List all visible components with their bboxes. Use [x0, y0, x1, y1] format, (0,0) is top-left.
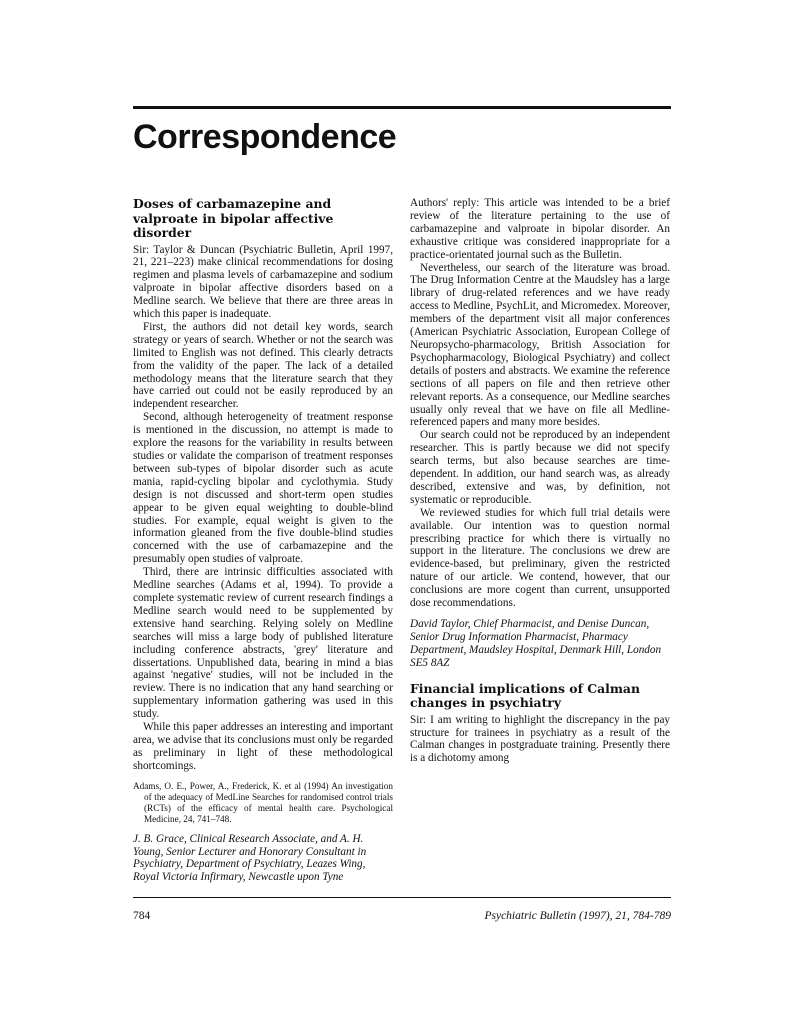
letter2-paragraph: Sir: I am writing to highlight the discrepancy in the pay structure for trainees in psychiatry as a result of the Calman changes in postgraduate training. Presently there is a dichotomy among — [410, 713, 670, 765]
letter1-paragraph: Second, although heterogeneity of treatment response is mentioned in the discussion, no attempt is made to explore the reasons for the variability in results between studies or validate the comparison of treatment responses between sub-types of bipolar disorder such as acute mania, rapid-cycling bipolar and cyclothymia. Study design is not discussed and short-term open studies appear to be given equal weighting to double-blind studies. For example, equal weight is given to the information gleaned from the five double-blind studies concerned with the use of carbamazepine and the presumably open studies of valproate. — [133, 411, 393, 566]
section-title: Correspondence — [133, 118, 397, 156]
left-column — [133, 197, 393, 884]
top-rule — [133, 106, 671, 109]
reply-paragraph: Authors' reply: This article was intended to be a brief review of the literature pertaining to the use of carbamazepine and valproate in bipolar disorder. An exhaustive critique was considered inappropriate for a practice-orientated journal such as the Bulletin. — [410, 197, 670, 261]
bottom-rule — [133, 897, 671, 898]
reply-signature: David Taylor, Chief Pharmacist, and Denise Duncan, Senior Drug Information Pharmacist, Pharmacy Department, Maudsley Hospital, Denmark Hill, London SE5 8AZ — [410, 618, 662, 669]
letter1-signature: J. B. Grace, Clinical Research Associate, and A. H. Young, Senior Lecturer and Honorary Consultant in Psychiatry, Department of Psychiatry, Leazes Wing, Royal Victoria Infirmary, Newcastle upon Tyne — [133, 832, 367, 884]
letter1-paragraph: First, the authors did not detail key words, search strategy or years of search. Whether or not the search was limited to English was not defined. This clearly detracts from the validity of the paper. The lack of a detailed methodology means that the literature search that they have carried out could not be easily reproduced by an independent researcher. — [133, 320, 393, 411]
reply-paragraph: Our search could not be reproduced by an independent researcher. This is partly because we did not specify search terms, but also because searches are time-dependent. In addition, our hand search was, as already described, extensive and was, by definition, not systematic or reproducible. — [410, 429, 670, 506]
page-number: 784 — [133, 910, 151, 922]
letter1-paragraph: Third, there are intrinsic difficulties associated with Medline searches (Adams et al, 1994). To provide a complete systematic review of current research findings a Medline search would need to be supplemented by extensive hand searching. Relying solely on Medline searches will miss a large body of published literature including conference abstracts, 'grey' literature and dissertations. Unpublished data, bearing in mind a bias against 'negative' studies, will not be included in the review. There is no indication that any hand searching or supplementary information gathering was used in this study. — [133, 566, 393, 721]
reference-adams: Adams, O. E., Power, A., Frederick, K. et al (1994) An investigation of the adequacy of MedLine Searches for randomised control trials (RCTs) of the efficacy of mental health care. Psychological Medicine, 24, 741–748. — [133, 780, 393, 824]
right-column — [410, 197, 670, 765]
letter1-paragraph: While this paper addresses an interesting and important area, we advise that its conclusions must only be regarded as preliminary in light of these methodological shortcomings. — [133, 721, 393, 772]
running-footer: Psychiatric Bulletin (1997), 21, 784-789 — [484, 910, 671, 922]
reply-paragraph: Nevertheless, our search of the literature was broad. The Drug Information Centre at the Maudsley has a large library of drug-related references and we have ready access to Medline, PsychLit, and Micromedex. Moreover, members of the department visit all major conferences (American Psychiatric Association, European College of Neuropsycho-pharmacology, British Association for Psychopharmacology, Biological Psychiatry) and collect details of posters and abstracts. We examine the reference sections of all papers on file and then retrieve other relevant reports. As a consequence, our Medline searches usually only reveal that we have on file all Medline-referenced papers and many more besides. — [410, 261, 670, 429]
letter-heading-carbamazepine: Doses of carbamazepine and valproate in bipolar affective disorder — [133, 196, 334, 240]
letter-heading-calman: Financial implications of Calman changes in psychiatry — [410, 680, 640, 711]
reply-paragraph: We reviewed studies for which full trial details were available. Our intention was to question normal prescribing practice for which there is virtually no support in the literature. The conclusions we drew are evidence-based, but preliminary, given the restricted nature of our article. We contend, however, that our conclusions are more cogent than current, unsupported dose recommendations. — [410, 506, 670, 610]
letter1-paragraph: Sir: Taylor & Duncan (Psychiatric Bulletin, April 1997, 21, 221–223) make clinical recommendations for dosing regimen and plasma levels of carbamazepine and sodium valproate in bipolar affective disorders based on a Medline search. We believe that there are three areas in which this paper is inadequate. — [133, 243, 393, 321]
